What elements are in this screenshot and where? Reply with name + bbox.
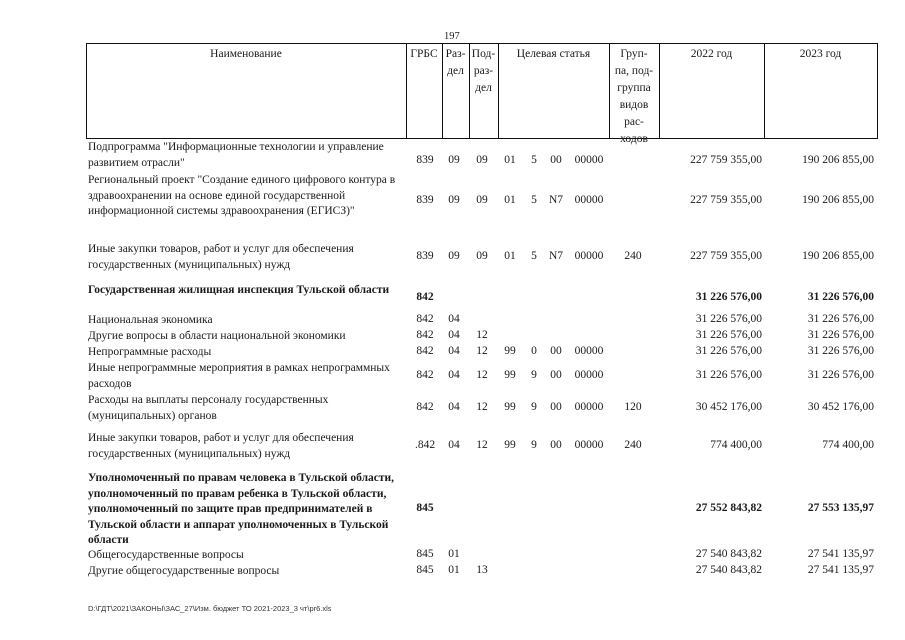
cell-grbs: 839	[416, 194, 434, 206]
cell-c2: 9	[531, 401, 537, 413]
row-name: Общегосударственные вопросы	[88, 549, 244, 561]
header-target: Целевая статья	[516, 48, 591, 60]
cell-rz: 09	[448, 194, 460, 206]
cell-grbs: 842	[416, 345, 434, 357]
cell-pr: 12	[476, 401, 488, 413]
cell-c3: 00	[550, 345, 562, 357]
row-name: Национальная экономика	[88, 314, 213, 326]
cell-y2022: 27 540 843,82	[695, 564, 762, 576]
cell-rz: 01	[448, 564, 460, 576]
cell-y2022: 31 226 576,00	[695, 329, 762, 341]
header-2023: 2023 год	[799, 48, 842, 60]
cell-grbs: 845	[416, 502, 434, 514]
cell-grbs: 842	[416, 329, 434, 341]
cell-rz: 04	[448, 439, 460, 451]
cell-pr: 12	[476, 329, 488, 341]
cell-c2: 5	[531, 250, 537, 262]
page-number: 197	[444, 31, 460, 42]
cell-c3: 00	[550, 439, 562, 451]
header-razdel: Раз- дел	[445, 48, 466, 77]
header-name: Наименование	[210, 48, 282, 60]
row-name: Расходы на выплаты персоналу государственных (муниципальных) органов	[88, 394, 329, 422]
header-2022: 2022 год	[690, 48, 733, 60]
cell-pr: 12	[476, 369, 488, 381]
cell-pr: 13	[476, 564, 488, 576]
cell-rz: 04	[448, 329, 460, 341]
cell-c4: 00000	[574, 194, 604, 206]
cell-y2022: 227 759 355,00	[690, 250, 762, 262]
cell-rz: 04	[448, 345, 460, 357]
row-name: Уполномоченный по правам человека в Тульской области, уполномоченный по правам ребенка в Тульской области, уполномоченный по защите прав предпринимателей в Тульской области и аппарат уполномоченных в Тульской области	[88, 472, 395, 546]
cell-c4: 00000	[574, 250, 604, 262]
cell-pr: 09	[476, 250, 488, 262]
cell-vr: 240	[624, 439, 642, 451]
cell-grbs: 842	[416, 291, 434, 303]
cell-y2023: 31 226 576,00	[807, 313, 874, 325]
row-name: Иные закупки товаров, работ и услуг для обеспечения государственных (муниципальных) нужд	[88, 243, 354, 271]
cell-c1: 99	[504, 439, 516, 451]
cell-c2: 5	[531, 154, 537, 166]
cell-grbs: 842	[416, 369, 434, 381]
cell-c3: N7	[548, 250, 564, 262]
cell-c3: 00	[550, 401, 562, 413]
cell-y2023: 31 226 576,00	[807, 291, 874, 303]
row-name: Другие вопросы в области национальной экономики	[88, 330, 346, 342]
col-divider	[877, 43, 878, 139]
cell-y2022: 30 452 176,00	[695, 401, 762, 413]
cell-rz: 04	[448, 369, 460, 381]
cell-rz: 09	[448, 250, 460, 262]
cell-grbs: 845	[416, 548, 434, 560]
cell-pr: 09	[476, 154, 488, 166]
row-name: Государственная жилищная инспекция Тульской области	[88, 284, 390, 296]
cell-rz: 01	[448, 548, 460, 560]
cell-y2022: 31 226 576,00	[695, 291, 762, 303]
cell-grbs: 845	[416, 564, 434, 576]
cell-vr: 120	[624, 401, 642, 413]
cell-y2022: 227 759 355,00	[690, 154, 762, 166]
cell-y2022: 31 226 576,00	[695, 313, 762, 325]
cell-c1: 99	[504, 345, 516, 357]
cell-grbs: 839	[416, 250, 434, 262]
cell-c1: 01	[504, 250, 516, 262]
header-grbs: ГРБС	[410, 48, 438, 60]
cell-y2023: 190 206 855,00	[802, 250, 874, 262]
header-group: Груп- па, под- группа видов рас- ходов	[614, 48, 654, 145]
cell-c4: 00000	[574, 154, 604, 166]
cell-y2023: 31 226 576,00	[807, 345, 874, 357]
cell-y2023: 774 400,00	[822, 439, 874, 451]
cell-grbs: 839	[416, 154, 434, 166]
cell-c1: 01	[504, 154, 516, 166]
cell-c2: 5	[531, 194, 537, 206]
cell-pr: 09	[476, 194, 488, 206]
cell-c4: 00000	[574, 439, 604, 451]
cell-c4: 00000	[574, 345, 604, 357]
cell-c2: 9	[531, 439, 537, 451]
cell-c2: 0	[531, 345, 537, 357]
row-name: Иные закупки товаров, работ и услуг для обеспечения государственных (муниципальных) нужд	[88, 432, 354, 460]
cell-y2022: 27 540 843,82	[695, 548, 762, 560]
header-podrazdel: Под- раз- дел	[471, 48, 496, 94]
cell-y2022: 774 400,00	[710, 439, 762, 451]
cell-pr: 12	[476, 345, 488, 357]
cell-rz: 04	[448, 313, 460, 325]
cell-y2023: 190 206 855,00	[802, 154, 874, 166]
cell-y2022: 227 759 355,00	[690, 194, 762, 206]
cell-grbs: .842	[414, 439, 436, 451]
cell-y2023: 30 452 176,00	[807, 401, 874, 413]
cell-c1: 99	[504, 369, 516, 381]
row-name: Региональный проект "Создание единого цифрового контура в здравоохранении на основе единой государственной информационной системы здравоохранения (ЕГИСЗ)"	[88, 174, 396, 217]
cell-pr: 12	[476, 439, 488, 451]
cell-c4: 00000	[574, 369, 604, 381]
cell-c4: 00000	[574, 401, 604, 413]
cell-y2023: 31 226 576,00	[807, 369, 874, 381]
cell-c3: N7	[548, 194, 564, 206]
row-name: Непрограммные расходы	[88, 346, 212, 358]
row-name: Иные непрограммные мероприятия в рамках непрограммных расходов	[88, 362, 390, 390]
cell-y2023: 27 541 135,97	[807, 548, 874, 560]
cell-c3: 00	[550, 369, 562, 381]
cell-vr: 240	[624, 250, 642, 262]
cell-y2022: 27 552 843,82	[695, 502, 762, 514]
cell-y2022: 31 226 576,00	[695, 369, 762, 381]
cell-c1: 99	[504, 401, 516, 413]
footer-file-path: D:\ГДТ\2021\ЗАКОНЫ\ЗАС_27\Изм. бюджет ТО 2021-2023_3 чт\рr6.xls	[88, 604, 332, 613]
cell-grbs: 842	[416, 401, 434, 413]
cell-y2023: 31 226 576,00	[807, 329, 874, 341]
cell-y2023: 27 541 135,97	[807, 564, 874, 576]
cell-rz: 04	[448, 401, 460, 413]
cell-c3: 00	[550, 154, 562, 166]
cell-c2: 9	[531, 369, 537, 381]
cell-y2022: 31 226 576,00	[695, 345, 762, 357]
row-name: Другие общегосударственные вопросы	[88, 565, 280, 577]
cell-y2023: 27 553 135,97	[807, 502, 874, 514]
cell-y2023: 190 206 855,00	[802, 194, 874, 206]
cell-rz: 09	[448, 154, 460, 166]
cell-c1: 01	[504, 194, 516, 206]
cell-grbs: 842	[416, 313, 434, 325]
row-name: Подпрограмма "Информационные технологии и управление развитием отрасли"	[88, 141, 384, 169]
